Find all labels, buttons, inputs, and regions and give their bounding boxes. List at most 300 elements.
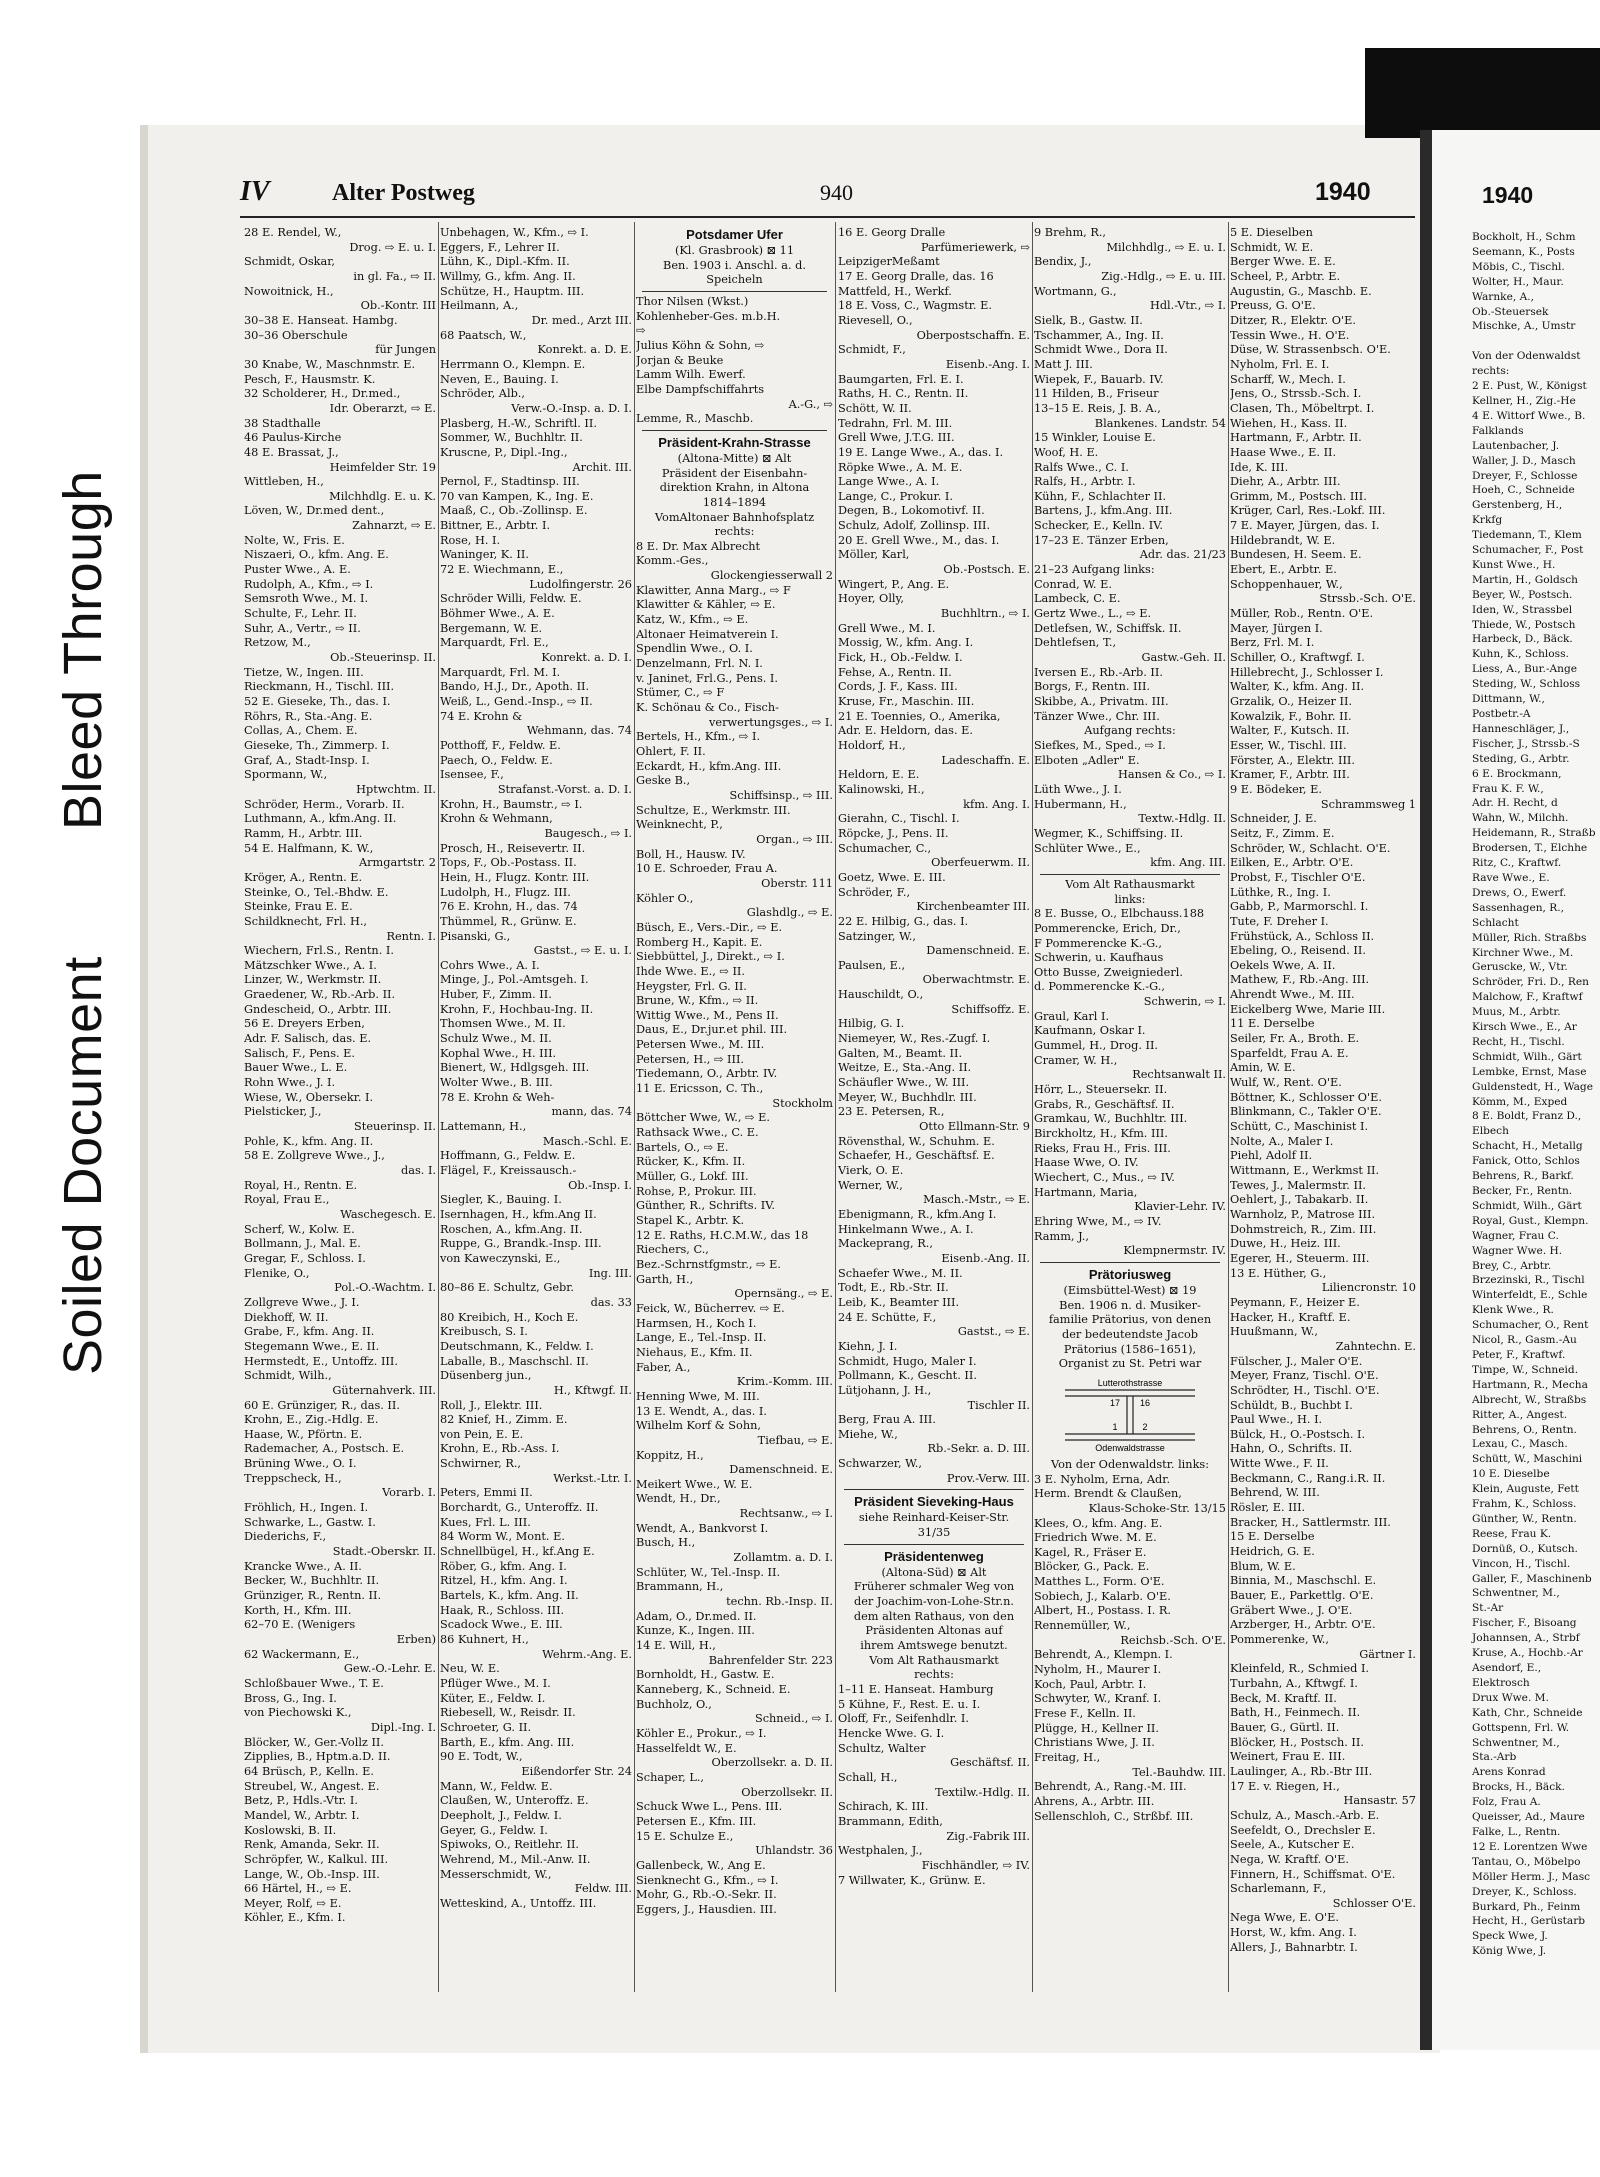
directory-entry: Peymann, F., Heizer E. [1230,1295,1360,1309]
next-page-line: Brzezinski, R., Tischl [1472,1274,1585,1287]
next-page-line: Frahm, K., Schloss. [1472,1498,1577,1511]
directory-entry: Wingert, P., Ang. E. [838,577,950,591]
directory-entry: Grzalik, O., Heizer II. [1230,695,1353,708]
directory-entry: Schött, W. II. [838,401,912,415]
street-heading: Präsident-Krahn-Strasse [658,434,811,450]
directory-entry: Woof, H. E. [1034,445,1099,459]
directory-entry: Tietze, W., Ingen. III. [244,665,364,679]
directory-entry: Schroeter, G. II. [440,1720,532,1734]
directory-entry: Oberzollsekr. II. [741,1785,833,1799]
directory-entry: Eisenb.-Ang. I. [945,357,1030,371]
directory-entry: Herrmann O., Klempn. E. [440,357,586,371]
directory-entry: Schaefer Wwe., M. II. [838,1266,963,1280]
directory-entry: 7 E. Mayer, Jürgen, das. I. [1230,519,1380,533]
directory-entry: Wehmann, das. 74 [526,724,632,738]
directory-entry: Schröder, Alb., [440,387,525,401]
street-heading: Präsidentenweg [884,1548,984,1564]
directory-entry: Kaufmann, Oskar I. [1034,1024,1146,1038]
directory-entry: Zig.-Hdlg., ⇨ E. u. III. [1101,269,1226,283]
directory-entry: Preuss, G. O'E. [1230,299,1316,313]
directory-entry: Oekels Wwe, A. II. [1230,958,1336,972]
next-page-line: Möbis, C., Tischl. [1472,260,1565,273]
directory-entry: Rösler, E. III. [1230,1501,1306,1515]
directory-entry: Krohn & Wehmann, [440,812,553,826]
directory-entry: Lamm Wilh. Ewerf. [636,368,746,382]
directory-entry: Zahnarzt, ⇨ E. [352,519,436,533]
directory-entry: Bando, H.J., Dr., Apoth. II. [440,680,590,694]
directory-entry: Düsenberg jun., [440,1369,532,1383]
directory-entry: Klawitter & Kähler, ⇨ E. [636,598,776,612]
directory-entry: Brammann, H., [636,1580,724,1594]
directory-entry: Schlosser O'E. [1332,1896,1416,1910]
next-page-line: Adr. H. Recht, d [1472,797,1558,810]
directory-entry: Marquardt, Frl. E., [440,636,549,650]
directory-entry: Kanneberg, K., Schneid. E. [636,1683,791,1696]
directory-entry: 13–15 E. Reis, J. B. A., [1034,401,1161,415]
next-page-line: Queisser, Ad., Maure [1472,1811,1585,1824]
directory-entry: Todt, E., Rb.-Str. II. [838,1281,949,1295]
section-divider [1040,874,1220,875]
column-divider [835,222,836,1992]
directory-entry: Kröger, A., Rentn. E. [244,870,363,884]
directory-entry: Duwe, H., Heiz. III. [1230,1237,1341,1251]
directory-entry: Sienknecht G., Kfm., ⇨ I. [636,1873,779,1887]
directory-entry: Blinkmann, C., Takler O'E. [1230,1105,1382,1119]
directory-entry: Steinke, O., Tel.-Bhdw. E. [244,885,389,899]
directory-entry: Werkst.-Ltr. I. [553,1471,632,1485]
directory-entry: Schiller, O., Kraftwgf. I. [1230,651,1365,665]
next-page-line: 12 E. Lorentzen Wwe [1472,1840,1588,1853]
directory-entry: Matthes L., Form. O'E. [1034,1575,1165,1589]
directory-entry: Kramer, F., Arbtr. III. [1230,768,1350,782]
directory-entry: 8 E. Busse, O., Elbchauss.188 [1034,907,1205,921]
directory-entry: Stockholm [772,1096,833,1110]
directory-entry: Seiler, Fr. A., Broth. E. [1230,1032,1360,1046]
next-page-line: Gottspenn, Frl. W. [1472,1721,1570,1734]
next-page-line: Behrens, O., Rentn. [1472,1423,1577,1436]
directory-entry: Wetteskind, A., Untoffz. III. [440,1896,597,1910]
directory-entry: 21 E. Toennies, O., Amerika, [838,709,1001,723]
directory-entry: Bendix, J., [1034,255,1092,269]
directory-entry: Röpke Wwe., A. M. E. [838,460,963,474]
street-heading: Potsdamer Ufer [686,227,783,242]
directory-entry: Deepholt, J., Feldw. I. [440,1808,562,1822]
map-house-number: 17 [1109,1397,1121,1408]
column-3 [636,226,833,1986]
directory-entry: Schwerin, ⇨ I. [1143,995,1226,1009]
directory-entry: Weiß, L., Gend.-Insp., ⇨ II. [440,695,593,708]
directory-entry: Oberzollsekr. a. D. II. [711,1756,833,1770]
directory-entry: Schütze, H., Hauptm. III. [440,284,585,298]
next-page-line: Wagner Wwe. H. [1472,1244,1563,1257]
directory-entry: Henning Wwe, M. III. [636,1389,760,1403]
directory-entry: Meyer, W., Buchhdlr. III. [838,1090,977,1104]
directory-entry: Kohlenheber-Ges. m.b.H. [636,309,781,323]
directory-entry: Textilw.-Hdlg. II. [935,1785,1030,1799]
directory-entry: Dr. med., Arzt III. [531,313,632,327]
directory-entry: 5 Kühne, F., Rest. E. u. I. [838,1697,981,1711]
next-page-line: Bockholt, H., Schm [1472,231,1576,243]
directory-entry: Deutschmann, K., Feldw. I. [440,1339,594,1353]
directory-entry: Schröder, W., Schlacht. O'E. [1230,841,1391,855]
directory-entry: Rücker, K., Kfm. II. [636,1155,746,1169]
directory-entry: Arzberger, H., Arbtr. O'E. [1230,1618,1376,1632]
directory-entry: Stapel K., Arbtr. K. [636,1214,745,1227]
next-page-line: St.-Ar [1472,1602,1504,1615]
next-page-line: Geruscke, W., Vtr. [1472,961,1568,974]
directory-entry: Zollamtm. a. D. I. [733,1551,833,1565]
directory-entry: Baumgarten, Frl. E. I. [838,372,964,386]
directory-entry: Prosch, H., Reisevertr. II. [440,841,586,855]
directory-entry: Otto Ellmann-Str. 9 [919,1120,1030,1134]
directory-entry: Wiese, W., Obersekr. I. [244,1090,374,1104]
directory-entry: Ritzel, H., kfm. Ang. I. [440,1574,568,1588]
directory-entry: Albert, H., Postass. I. R. [1034,1604,1171,1618]
directory-entry: Heldorn, E. E. [838,768,920,782]
directory-entry: Pommerencke, Erich, Dr., [1034,921,1181,935]
directory-entry: Wiepek, F., Bauarb. IV. [1034,372,1164,386]
directory-entry: Bez.-Schrnstfgmstr., ⇨ E. [636,1257,781,1271]
directory-entry: Gndescheid, O., Arbtr. III. [244,1002,392,1016]
directory-entry: Piehl, Adolf II. [1230,1149,1313,1163]
directory-entry: Goetz, Wwe. E. III. [838,870,946,884]
directory-entry: Eißendorfer Str. 24 [521,1764,632,1778]
directory-entry: Lange, W., Ob.-Insp. III. [244,1867,380,1881]
directory-entry: Frese F., Kelln. II. [1034,1707,1136,1721]
directory-entry: 32 Scholderer, H., Dr.med., [244,387,401,401]
directory-entry: Verw.-O.-Insp. a. D. I. [511,401,632,415]
directory-entry: Westphalen, J., [838,1844,923,1858]
directory-entry: Bergemann, W. E. [440,621,543,635]
directory-entry: Minge, J., Pol.-Amtsgeh. I. [440,973,589,987]
directory-entry: Ahrens, A., Arbtr. III. [1034,1794,1155,1808]
directory-entry: familie Prätorius, von denen [1048,1313,1212,1327]
directory-entry: Egerer, H., Steuerm. III. [1230,1251,1370,1265]
map-house-number: 16 [1139,1397,1151,1408]
next-page-line: Dreyer, K., Schloss. [1472,1885,1577,1898]
directory-entry: Hildebrandt, W. E. [1230,533,1336,547]
directory-entry: Tessin Wwe., H. O'E. [1230,328,1350,342]
next-page-line: Dreyer, F., Schlosse [1472,469,1578,482]
directory-entry: Zollgreve Wwe., J. I. [244,1295,360,1309]
directory-entry: Milchhdlg., ⇨ E. u. I. [1106,240,1226,254]
next-page-line: Falklands [1472,424,1524,437]
directory-entry: Petersen, H., ⇨ III. [636,1052,745,1066]
next-page-line: Liess, A., Bur.-Ange [1472,663,1578,676]
directory-entry: Herm. Brendt & Claußen, [1034,1487,1182,1501]
directory-entry: Meyer, Rolf, ⇨ E. [244,1896,342,1910]
directory-entry: Clasen, Th., Möbeltrpt. I. [1230,401,1375,415]
page-number: 940 [820,180,853,205]
directory-entry: Rathsack Wwe., C. E. [636,1126,759,1140]
next-page-line: 8 E. Boldt, Franz D., [1472,1110,1582,1123]
directory-entry: Niehaus, E., Kfm. II. [636,1345,753,1359]
directory-entry: Opernsäng., ⇨ E. [734,1287,833,1301]
directory-entry: Schröder Willi, Feldw. E. [440,592,582,606]
directory-entry: Klaus-Schoke-Str. 13/15 [1088,1501,1226,1515]
directory-entry: Gramkau, W., Buchhltr. III. [1034,1112,1188,1126]
directory-entry: Rudolph, A., Kfm., ⇨ I. [244,577,374,591]
column-5 [1034,226,1226,1986]
directory-entry: Siegler, K., Bauing. I. [440,1193,562,1207]
directory-entry: Fischhändler, ⇨ IV. [921,1858,1030,1872]
directory-entry: 70 van Kampen, K., Ing. E. [440,489,594,503]
next-page-line: Müller, Rich. Straßbs [1472,931,1587,944]
directory-entry: Schlüter Wwe., E., [1034,841,1141,855]
directory-entry: Willmy, G., kfm. Ang. II. [440,269,576,283]
directory-entry: Hein, H., Flugz. Kontr. III. [440,870,590,884]
directory-entry: Glockengiesserwall 2 [710,569,833,583]
directory-entry: Komm.-Ges., [636,554,709,568]
directory-entry: Esser, W., Tischl. III. [1230,738,1347,752]
directory-entry: Diekhoff, W. II. [244,1310,329,1324]
directory-entry: Gärtner I. [1359,1647,1416,1661]
directory-entry: Harmsen, H., Koch I. [636,1316,757,1330]
directory-entry: der Joachim-von-Lohe-Str.n. [854,1595,1014,1609]
next-page-line: Lautenbacher, J. [1472,439,1560,452]
directory-entry: 19 E. Lange Wwe., A., das. I. [838,445,1004,459]
next-page-line: Dittmann, W., [1472,693,1545,706]
directory-entry: Kagel, R., Fräser E. [1034,1545,1147,1559]
directory-entry: Hdl.-Vtr., ⇨ I. [1149,299,1226,313]
directory-entry: Schwarke, L., Gastw. I. [244,1515,376,1529]
directory-entry: Bauer Wwe., L. E. [244,1061,348,1075]
directory-entry: Gabb, P., Marmorschl. I. [1230,900,1369,914]
directory-entry: Linzer, W., Werkmstr. II. [244,973,382,987]
directory-entry: Oberwachtmstr. E. [922,973,1030,987]
directory-entry: Warnholz, P., Matrose III. [1230,1207,1376,1221]
directory-entry: Borgs, F., Rentn. III. [1034,680,1151,694]
directory-entry: 60 E. Grünziger, R., das. II. [244,1398,400,1412]
directory-entry: Archit. III. [572,460,632,474]
directory-entry: Koslowski, B. II. [244,1823,337,1837]
next-page-line: Wahn, W., Milchh. [1472,812,1569,825]
directory-entry: Paulsen, E., [838,958,906,972]
directory-entry: Organ., ⇨ III. [756,832,833,846]
directory-entry: Liliencronstr. 10 [1321,1281,1416,1295]
directory-entry: Katz, W., Kfm., ⇨ E. [636,613,749,627]
directory-entry: mann, das. 74 [551,1105,632,1119]
directory-entry: Spendlin Wwe., O. I. [636,642,753,656]
directory-entry: Ehring Wwe, M., ⇨ IV. [1034,1214,1162,1228]
directory-entry: Spormann, W., [244,768,328,782]
directory-entry: 31/35 [917,1526,951,1540]
directory-entry: Elboten „Adler" E. [1034,753,1140,767]
directory-entry: Rose, H. I. [440,533,501,547]
directory-entry: Rb.-Sekr. a. D. III. [927,1442,1030,1456]
directory-entry: Paech, O., Feldw. E. [440,753,553,767]
directory-entry: Adr. das. 21/23 [1139,548,1226,562]
directory-entry: Schütt, C., Maschinist I. [1230,1120,1369,1134]
directory-entry: Kreibusch, S. I. [440,1325,528,1339]
next-page-line: Guldenstedt, H., Wage [1472,1080,1593,1093]
directory-entry: Konrekt. a. D. E. [537,343,632,357]
directory-entry: 15 E. Schulze E., [636,1829,734,1843]
directory-entry: (Kl. Grasbrook) ⊠ 11 [674,244,795,257]
directory-entry: Brüning Wwe., O. I. [244,1457,357,1471]
directory-entry: Stegemann Wwe., E. II. [244,1339,380,1353]
directory-entry: Düse, W. Strassenbsch. O'E. [1230,343,1391,357]
directory-entry: Krim.-Komm. III. [736,1375,833,1389]
next-page-line: Krkfg [1472,514,1503,527]
next-page-line: Reese, Frau K. [1472,1527,1552,1540]
directory-entry: Haase, W., Pförtn. E. [244,1427,363,1441]
directory-entry: Tedrahn, Frl. M. III. [838,416,953,430]
directory-entry: Heygster, Frl. G. II. [636,979,747,993]
directory-entry: 9 E. Bödeker, E. [1230,782,1322,796]
directory-entry: Diederichs, F., [244,1530,327,1544]
directory-entry: Schmidt, W. E. [1230,240,1314,254]
directory-entry: Glashdlg., ⇨ E. [746,906,833,920]
next-page-line: Kömm, M., Exped [1472,1095,1568,1108]
next-page-line: Burkard, Ph., Feinm [1472,1900,1581,1913]
next-page-line: Waller, J. D., Masch [1472,454,1576,467]
directory-entry: Vom Alt Rathausmarkt [1065,877,1195,891]
directory-entry: Schrödter, H., Tischl. O'E. [1230,1383,1380,1397]
directory-entry: Kalinowski, H., [838,782,925,796]
next-page-line: Kunst Wwe., H. [1472,558,1556,571]
next-page-line: Brodersen, T., Elchhe [1472,842,1588,855]
directory-entry: Dehtlefsen, T., [1034,636,1117,650]
directory-entry: Heimfelder Str. 19 [329,460,436,474]
directory-entry: Mohr, G., Rb.-O.-Sekr. II. [636,1888,777,1902]
directory-entry: Altonaer Heimatverein I. [636,627,779,641]
directory-entry: Schulz, Adolf, Zollinsp. III. [838,519,991,533]
directory-entry: Lemme, R., Maschb. [636,412,754,426]
next-page-line: Schwentner, M., [1472,1736,1560,1749]
directory-entry: der bedeutendste Jacob [1062,1327,1198,1341]
directory-entry: Vorarb. I. [382,1486,436,1500]
directory-entry: Köhler O., [636,891,694,905]
section-divider [642,291,827,292]
directory-entry: Prätorius (1586–1651), [1063,1342,1197,1356]
directory-entry: Behrendt, A., Klempn. I. [1034,1648,1173,1662]
directory-entry: Ob.-Insp. I. [568,1178,632,1192]
directory-entry: Krohn, F., Hochbau-Ing. II. [440,1002,594,1016]
next-page-line: Timpe, W., Schneid. [1472,1363,1579,1376]
directory-entry: Schäufler Wwe., W. III. [838,1076,970,1090]
directory-entry: Nega Wwe, E. O'E. [1230,1911,1339,1925]
next-page-line: Mischke, A., Umstr [1472,320,1576,333]
directory-entry: Blum, W. E. [1230,1559,1296,1573]
directory-entry: Lattemann, H., [440,1120,527,1134]
directory-entry: Raths, H. C., Rentn. II. [838,387,969,401]
directory-entry: Pommerenke, W., [1230,1633,1329,1646]
column-1 [244,226,436,1986]
directory-entry: Tops, F., Ob.-Postass. II. [440,856,577,870]
directory-entry: Schuck Wwe L., Pens. III. [636,1800,783,1814]
next-page-line [1472,334,1600,349]
directory-entry: Oehlert, J., Tabakarb. II. [1230,1193,1369,1207]
directory-entry: Grell Wwe., M. I. [838,621,936,635]
directory-entry: Ohlert, F. II. [636,745,706,758]
directory-entry: Ahrendt Wwe., M. III. [1230,988,1355,1002]
directory-entry: Schumacher, C., [838,841,932,855]
directory-entry: Grimm, M., Postsch. III. [1230,489,1367,503]
directory-entry: Hansastr. 57 [1343,1794,1416,1808]
directory-entry: 7 Willwater, K., Grünw. E. [838,1873,986,1887]
directory-entry: Gew.-O.-Lehr. E. [343,1662,436,1676]
directory-entry: Bross, G., Ing. I. [244,1691,337,1705]
directory-entry: Adr. E. Heldorn, das. E. [838,724,973,738]
directory-entry: Fröhlich, H., Ingen. I. [244,1501,369,1515]
directory-entry: Huber, F., Zimm. II. [440,988,552,1002]
directory-entry: Tischler II. [967,1398,1030,1412]
page-header [240,176,1420,212]
column-divider [1032,222,1033,1992]
directory-entry: Schmidt, Wilh., [244,1369,332,1383]
directory-entry: Schmidt Wwe., Dora II. [1034,343,1168,357]
directory-entry: 20 E. Grell Wwe., M., das. I. [838,533,1000,547]
directory-entry: Royal, Frau E., [244,1193,330,1207]
directory-entry: Milchhdlg. E. u. K. [329,489,436,503]
directory-entry: Wendt, H., Dr., [636,1492,721,1506]
directory-entry: Seele, A., Kutscher E. [1230,1838,1355,1852]
directory-entry: 52 E. Gieseke, Th., das. I. [244,695,391,708]
next-page-line: Albrecht, W., Straßbs [1472,1393,1587,1406]
next-page-line: Royal, Gust., Klempn. [1472,1214,1589,1227]
directory-entry: Skibbe, A., Privatm. III. [1034,695,1169,708]
directory-entry: Ihde Wwe. E., ⇨ II. [636,964,745,978]
directory-entry: F Pommerencke K.-G., [1034,936,1162,950]
directory-entry: Früherer schmaler Weg von [853,1580,1015,1594]
next-page-line: Tiedemann, T., Klem [1472,529,1582,542]
directory-entry: Baugesch., ⇨ I. [544,826,632,840]
directory-entry: Bartels, O., ⇨ E. [636,1140,729,1154]
directory-entry: Becker, W., Buchhltr. II. [244,1574,380,1588]
directory-entry: Eggers, J., Hausdien. III. [636,1902,777,1916]
next-page-line: Von der Odenwaldst [1472,350,1581,363]
directory-entry: Freitag, H., [1034,1751,1101,1764]
directory-entry: Flägel, F., Kreissausch.- [440,1164,577,1177]
directory-entry: Schmidt, F., [838,343,906,357]
next-page-line: Schmidt, Wilh., Gärt [1472,1050,1582,1063]
directory-entry: Damenschneid. E. [926,944,1030,958]
directory-entry: Ramm, H., Arbtr. III. [244,826,363,840]
directory-entry: Grabe, F., kfm. Ang. II. [244,1325,375,1339]
directory-entry: Blöcker, H., Postsch. II. [1230,1735,1364,1749]
directory-entry: Elbe Dampfschiffahrts [636,382,765,396]
directory-entry: 5 E. Dieselben [1230,226,1313,239]
directory-entry: 78 E. Krohn & Weh- [440,1090,555,1104]
directory-entry: Plügge, H., Kellner II. [1034,1721,1159,1735]
directory-entry: Kühn, F., Schlachter II. [1034,489,1167,503]
next-page-line: Ritz, C., Kraftwf. [1472,857,1562,870]
directory-entry: dem alten Rathaus, von den [853,1609,1015,1623]
directory-entry: Ralfs Wwe., C. I. [1034,460,1129,474]
directory-entry: direktion Krahn, in Altona [659,481,810,495]
directory-entry: Steuerinsp. II. [354,1120,436,1134]
directory-entry: Pflüger Wwe., M. I. [440,1676,551,1690]
directory-entry: 30–38 E. Hanseat. Hambg. [244,313,398,327]
next-page-line: Sta.-Arb [1472,1751,1517,1764]
directory-entry: Busch, H., [636,1536,696,1550]
directory-entry: Kiehn, J. I. [838,1339,898,1353]
directory-entry: Schwirner, R., [440,1457,522,1471]
next-page-line: Brey, C., Arbtr. [1472,1259,1552,1272]
directory-entry: Wittmann, E., Werkmst II. [1230,1164,1380,1177]
next-page-line: Iden, W., Strassbel [1472,603,1573,616]
directory-entry: für Jungen [375,343,436,357]
directory-entry: Schmidt, Hugo, Maler I. [838,1354,977,1368]
directory-entry: 23 E. Petersen, R., [838,1105,945,1119]
directory-entry: Speicheln [706,273,763,287]
directory-entry: Hartmann, F., Arbtr. II. [1230,431,1362,445]
directory-entry: Schecker, E., Kelln. IV. [1034,519,1163,533]
directory-entry: Schlüter, W., Tel.-Insp. II. [636,1565,781,1579]
directory-entry: Schnellbügel, H., kf.Ang E. [440,1545,595,1559]
directory-entry: Köhler, E., Kfm. I. [244,1911,346,1925]
